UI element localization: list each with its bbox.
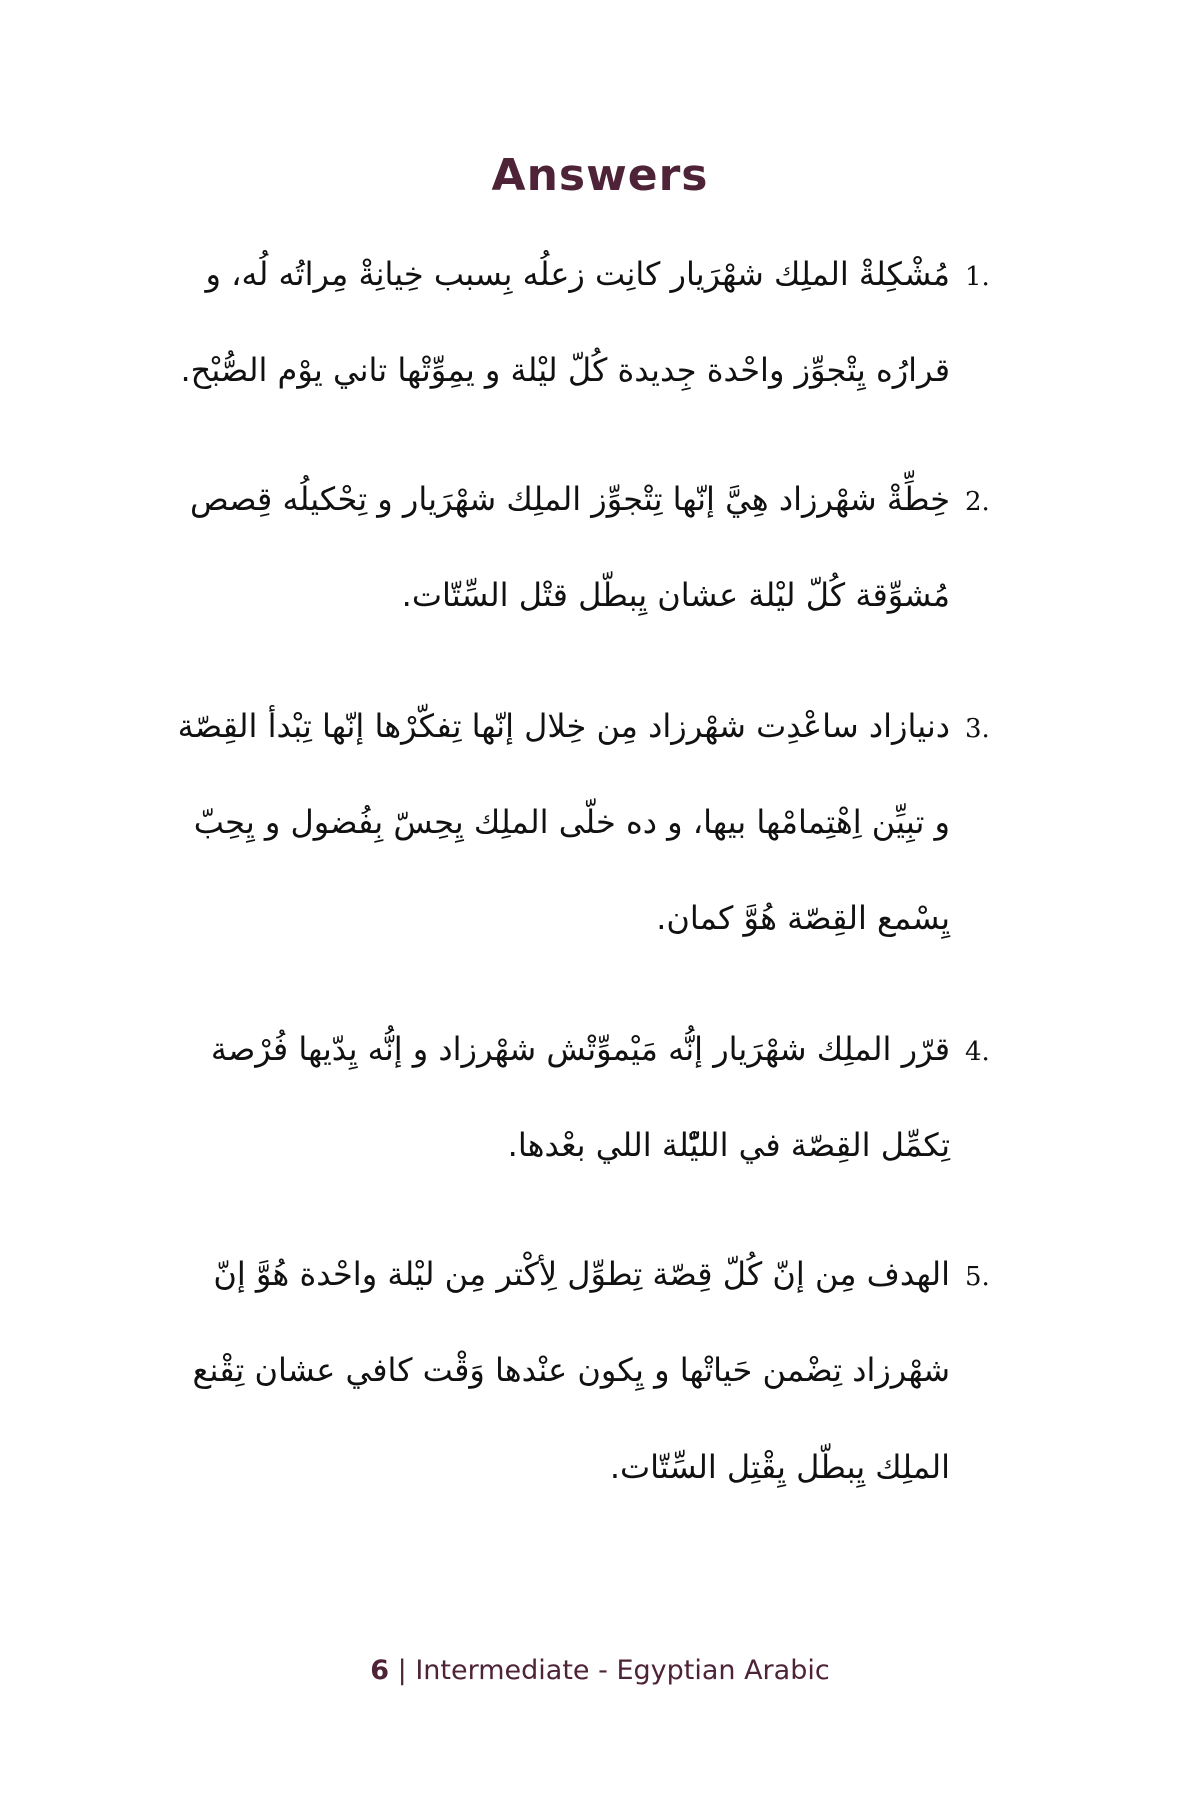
answer-line: مُشوِّقة كُلّ ليْلة عشان يِبطّل قتْل السِّتّات. [401,576,950,614]
answer-line: قرّر الملِك شهْرَيار إنُّه مَيْموِّتْش شهْرزاد و إنُّه يِدّيها فُرْصة [210,1030,950,1068]
answer-line: خِطِّةْ شهْرزاد هِيَّ إنّها تِتْجوِّز الملِك شهْرَيار و تِحْكيلُه قِصص [190,480,950,518]
page-number: 6 [370,1655,390,1686]
answer-number: 3. [965,714,990,744]
answer-number: 1. [965,262,990,292]
answer-line: و تبِيِّن اِهْتِمامْها بيها، و ده خلّى الملِك يِحِسّ بِفُضول و يِحِبّ [193,803,950,841]
answer-number: 4. [965,1037,990,1067]
answer-line: الملِك يِبطّل يِقْتِل السِّتّات. [609,1448,950,1486]
answer-line: شهْرزاد تِضْمن حَياتْها و يِكون عنْدها وَقْت كافي عشان تِقْنع [192,1351,950,1389]
footer-text: Intermediate - Egyptian Arabic [415,1655,830,1686]
answer-line: قرارُه يِتْجوِّز واحْدة جِديدة كُلّ ليْلة و يمِوِّتْها تاني يوْم الصُّبْح. [180,351,950,389]
answer-line: تِكمِّل القِصّة في الليّْلة اللي بعْدها. [507,1126,950,1164]
page-title: Answers [491,150,709,201]
answer-line: يِسْمع القِصّة هُوَّ كمان. [656,899,950,937]
answer-line: دنيازاد ساعْدِت شهْرزاد مِن خِلال إنّها تِفكّرْها إنّها تِبْدأ القِصّة [177,707,950,745]
answer-line: الهدف مِن إنّ كُلّ قِصّة تِطوِّل لِأكْتر مِن ليْلة واحْدة هُوَّ إنّ [213,1255,950,1293]
footer-separator: | [389,1655,416,1686]
answer-line: مُشْكِلةْ الملِك شهْرَيار كانِت زعلُه بِسبب خِيانِةْ مِراتُه لُه، و [205,255,950,293]
answer-number: 2. [965,487,990,517]
page-footer [0,1655,1200,1686]
answer-number: 5. [965,1262,990,1292]
